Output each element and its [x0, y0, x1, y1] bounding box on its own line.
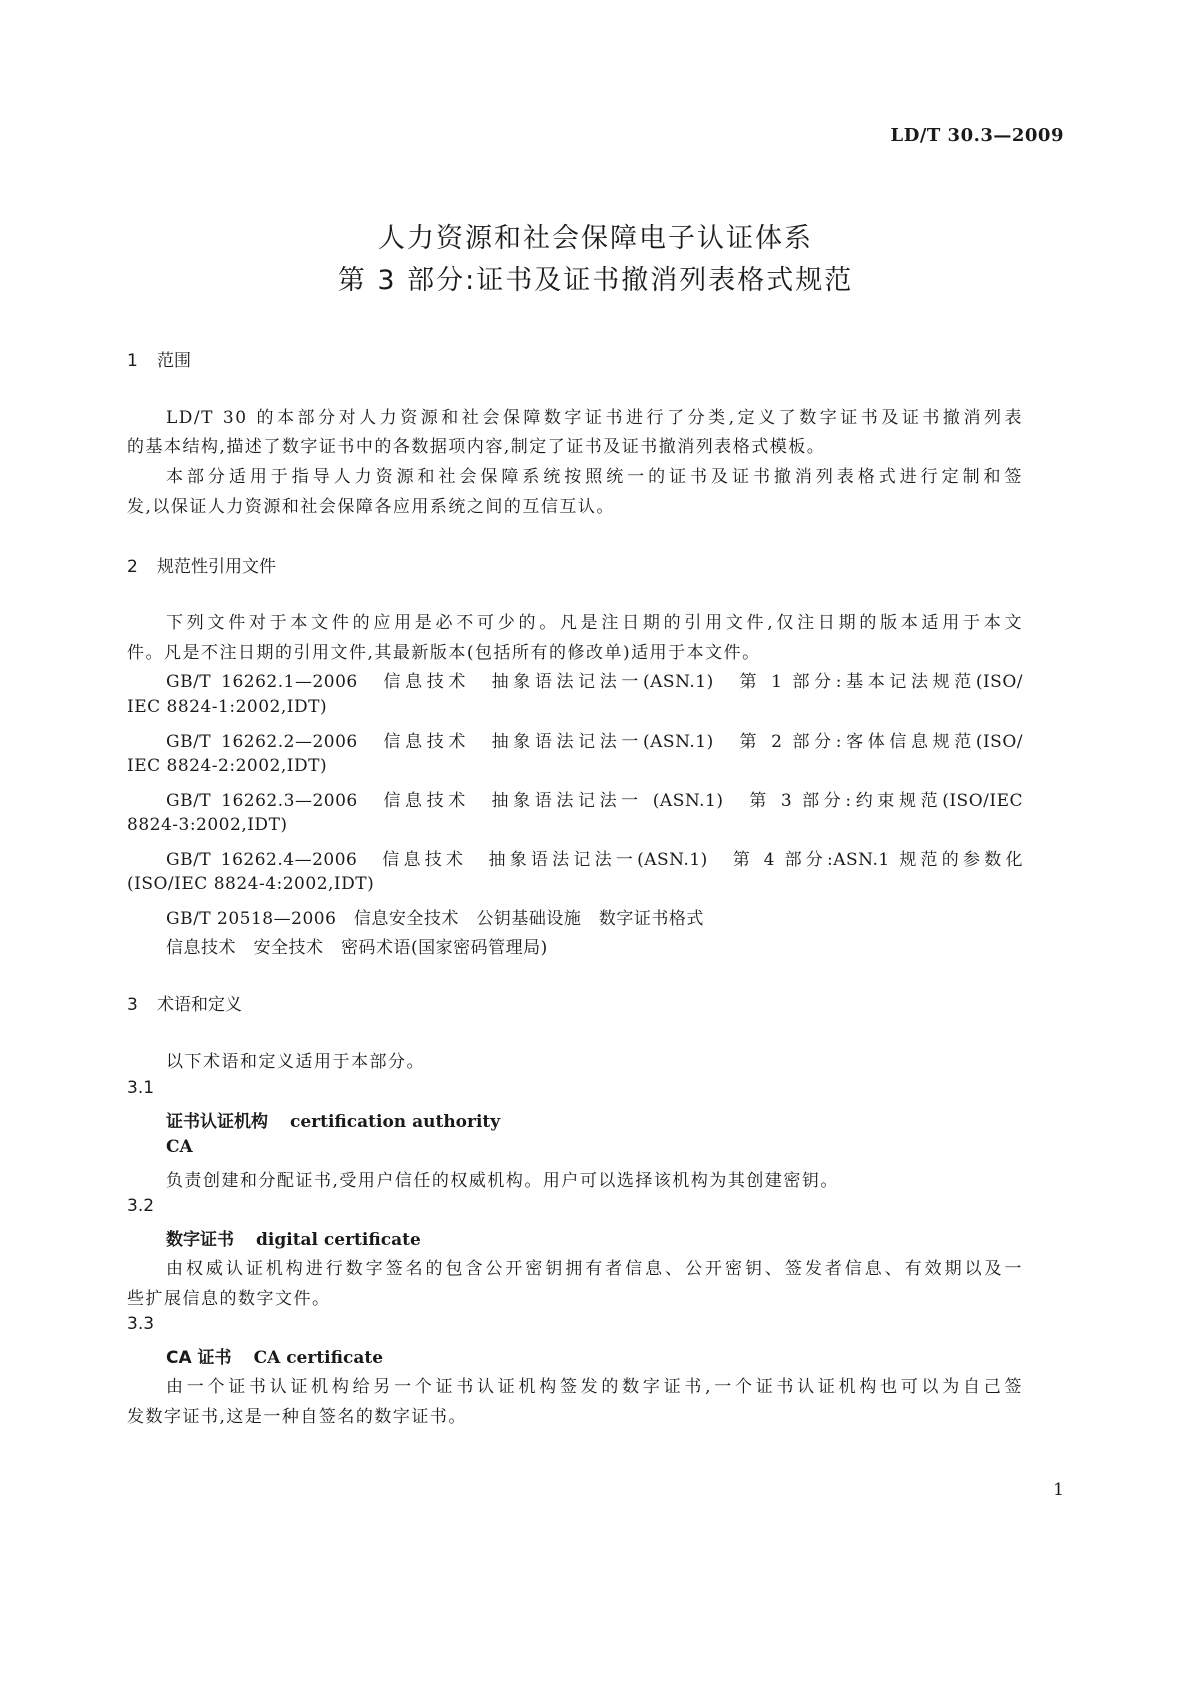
reference-entry-cont: (ISO/IEC 8824-4:2002,IDT)	[127, 874, 375, 894]
document-title-line2: 第 3 部分:证书及证书撤消列表格式规范	[337, 265, 854, 296]
term-en: certification authority	[290, 1112, 501, 1132]
term-number: 3.2	[127, 1196, 155, 1216]
paragraph-line: 以下术语和定义适用于本部分。	[166, 1052, 425, 1072]
paragraph-line: 下列文件对于本文件的应用是必不可少的。凡是注日期的引用文件,仅注日期的版本适用于本文	[166, 613, 1023, 633]
term-definition: 负责创建和分配证书,受用户信任的权威机构。用户可以选择该机构为其创建密钥。	[166, 1171, 839, 1191]
term-definition-cont: 些扩展信息的数字文件。	[127, 1289, 331, 1309]
reference-entry: 信息技术 安全技术 密码术语(国家密码管理局)	[166, 938, 548, 958]
term-definition: 由权威认证机构进行数字签名的包含公开密钥拥有者信息、公开密钥、签发者信息、有效期以及一	[166, 1259, 1023, 1279]
reference-entry-cont: 8824-3:2002,IDT)	[127, 815, 288, 835]
section-1-heading	[127, 346, 191, 371]
term-abbreviation: CA	[166, 1137, 193, 1157]
reference-entry: GB/T 20518—2006 信息安全技术 公钥基础设施 数字证书格式	[166, 909, 704, 929]
section-3-heading	[127, 990, 242, 1015]
term-definition-cont: 发数字证书,这是一种自签名的数字证书。	[127, 1407, 467, 1427]
term-heading	[166, 1343, 383, 1368]
paragraph-line: 本部分适用于指导人力资源和社会保障系统按照统一的证书及证书撤消列表格式进行定制和签	[166, 467, 1023, 487]
term-definition: 由一个证书认证机构给另一个证书认证机构签发的数字证书,一个证书认证机构也可以为自己签	[166, 1377, 1023, 1397]
page-number: 1	[1053, 1480, 1064, 1500]
section-title: 术语和定义	[157, 995, 242, 1015]
paragraph-line: 发,以保证人力资源和社会保障各应用系统之间的互信互认。	[127, 497, 615, 517]
paragraph-line: 的基本结构,描述了数字证书中的各数据项内容,制定了证书及证书撤消列表格式模板。	[127, 437, 826, 457]
term-zh: 数字证书	[166, 1230, 234, 1250]
section-number: 2	[127, 557, 138, 577]
reference-entry: GB/T 16262.4—2006 信息技术 抽象语法记法一(ASN.1) 第 4 部分:ASN.1 规范的参数化	[166, 850, 1023, 870]
term-en: CA certificate	[253, 1348, 384, 1368]
section-number: 1	[127, 351, 138, 371]
section-title: 范围	[157, 351, 191, 371]
section-2-heading	[127, 552, 276, 577]
reference-entry: GB/T 16262.3—2006 信息技术 抽象语法记法一 (ASN.1) 第 3 部分:约束规范(ISO/IEC	[166, 791, 1023, 811]
section-title: 规范性引用文件	[157, 557, 276, 577]
paragraph-line: 件。凡是不注日期的引用文件,其最新版本(包括所有的修改单)适用于本文件。	[127, 643, 761, 663]
term-number: 3.1	[127, 1078, 155, 1098]
reference-entry: GB/T 16262.2—2006 信息技术 抽象语法记法一(ASN.1) 第 2 部分:客体信息规范(ISO/	[166, 732, 1023, 752]
reference-entry-cont: IEC 8824-1:2002,IDT)	[127, 697, 328, 717]
term-zh: 证书认证机构	[166, 1112, 268, 1132]
term-en: digital certificate	[256, 1230, 421, 1250]
reference-entry-cont: IEC 8824-2:2002,IDT)	[127, 756, 328, 776]
reference-entry: GB/T 16262.1—2006 信息技术 抽象语法记法一(ASN.1) 第 1 部分:基本记法规范(ISO/	[166, 672, 1023, 692]
paragraph-line: LD/T 30 的本部分对人力资源和社会保障数字证书进行了分类,定义了数字证书及证书撤消列表	[166, 408, 1023, 428]
standard-code: LD/T 30.3—2009	[890, 125, 1064, 146]
term-heading	[166, 1225, 421, 1250]
section-number: 3	[127, 995, 138, 1015]
term-heading	[166, 1107, 500, 1132]
term-zh: CA 证书	[166, 1348, 232, 1368]
term-number: 3.3	[127, 1314, 155, 1334]
document-title-line1: 人力资源和社会保障电子认证体系	[378, 223, 813, 254]
